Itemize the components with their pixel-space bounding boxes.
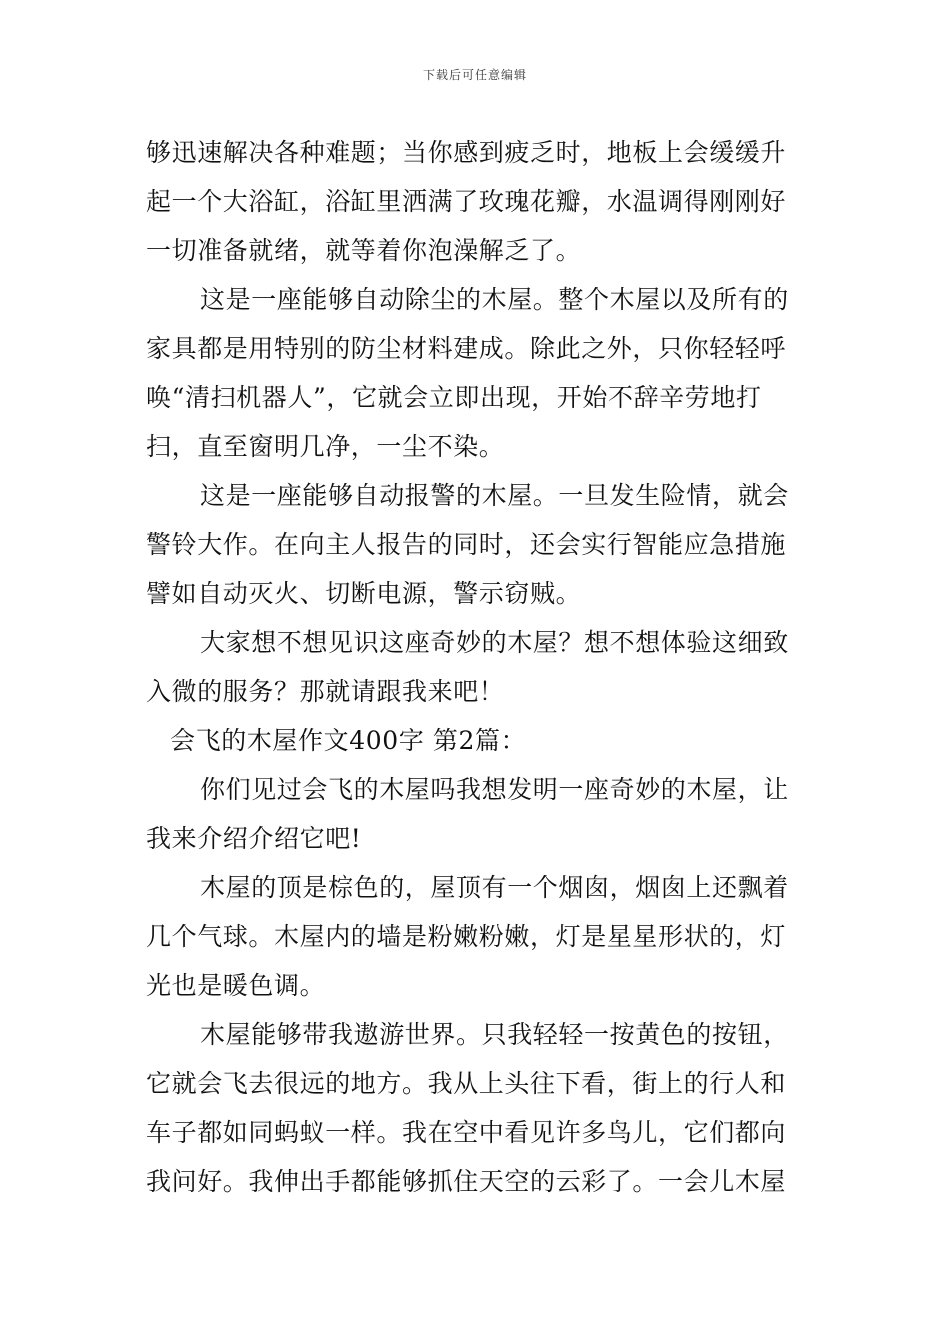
text-line: 起一个大浴缸，浴缸里洒满了玫瑰花瓣，水温调得刚刚好: [146, 187, 787, 216]
paragraph-start-line: 木屋能够带我遨游世界。只我轻轻一按黄色的按钮，: [200, 1020, 789, 1049]
text-line: 譬如自动灭火、切断电源，警示窃贼。: [146, 579, 582, 608]
text-line: 它就会飞去很远的地方。我从上头往下看，街上的行人和: [146, 1069, 787, 1098]
section-heading: 会飞的木屋作文400字 第2篇：: [170, 726, 527, 755]
paragraph-start-line: 大家想不想见识这座奇妙的木屋？想不想体验这细致: [200, 628, 789, 657]
text-line: 我问好。我伸出手都能够抓住天空的云彩了。一会儿木屋: [146, 1167, 787, 1196]
paragraph-start-line: 这是一座能够自动除尘的木屋。整个木屋以及所有的: [200, 285, 789, 314]
page-header: 下载后可任意编辑: [422, 68, 527, 82]
text-line: 几个气球。木屋内的墙是粉嫩粉嫩，灯是星星形状的，灯: [146, 922, 787, 951]
text-line: 入微的服务？那就请跟我来吧！: [146, 677, 505, 706]
text-line: 光也是暖色调。: [146, 971, 326, 1000]
text-line: 警铃大作。在向主人报告的同时，还会实行智能应急措施: [146, 530, 787, 559]
paragraph-start-line: 木屋的顶是棕色的，屋顶有一个烟囱，烟囱上还飘着: [200, 873, 789, 902]
text-line: 我来介绍介绍它吧!: [146, 824, 362, 853]
text-line: 够迅速解决各种难题；当你感到疲乏时，地板上会缓缓升: [146, 138, 787, 167]
text-line: 扫，直至窗明几净，一尘不染。: [146, 432, 505, 461]
document-body: [146, 128, 814, 1206]
paragraph-start-line: 你们见过会飞的木屋吗我想发明一座奇妙的木屋，让: [200, 775, 789, 804]
text-line: 一切准备就绪，就等着你泡澡解乏了。: [146, 236, 582, 265]
text-line: 唤“清扫机器人”，它就会立即出现，开始不辞辛劳地打: [146, 383, 762, 412]
text-line: 车子都如同蚂蚁一样。我在空中看见许多鸟儿，它们都向: [146, 1118, 787, 1147]
paragraph-start-line: 这是一座能够自动报警的木屋。一旦发生险情，就会: [200, 481, 789, 510]
text-line: 家具都是用特别的防尘材料建成。除此之外，只你轻轻呼: [146, 334, 787, 363]
